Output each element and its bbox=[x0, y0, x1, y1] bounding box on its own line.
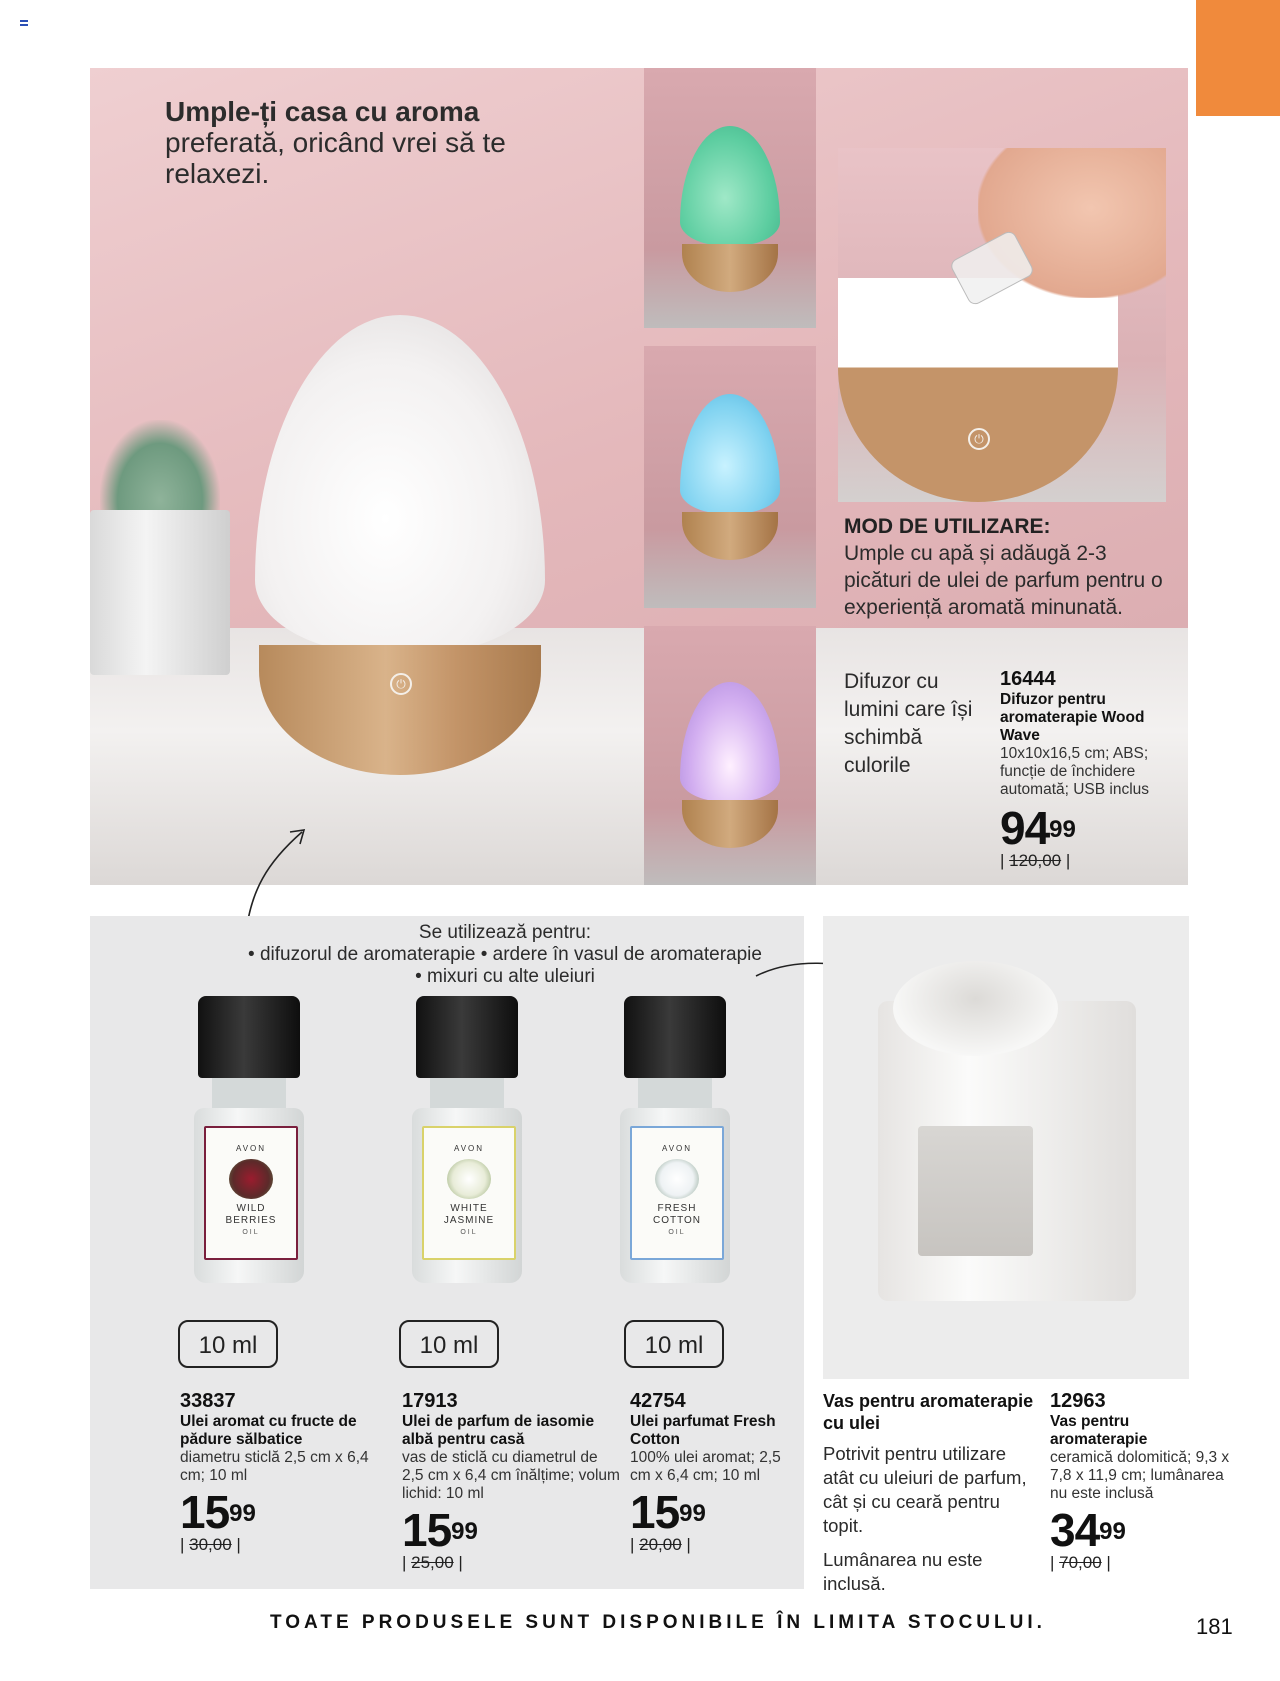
bottle-neck bbox=[430, 1078, 504, 1108]
oil-product-info bbox=[630, 1390, 790, 1555]
volume-badge: 10 ml bbox=[624, 1320, 724, 1368]
marble-pot bbox=[90, 510, 230, 675]
diffuser-green-base bbox=[682, 244, 778, 292]
price-decimals: 99 bbox=[679, 1500, 706, 1527]
power-icon: ⏻ bbox=[390, 673, 412, 695]
label-brand: AVON bbox=[453, 1144, 485, 1153]
usage-line-1: • difuzorul de aromaterapie • ardere în vasul de aromaterapie bbox=[248, 944, 762, 965]
old-price: | 120,00 | bbox=[1000, 851, 1071, 870]
cotton-illustration-icon bbox=[655, 1159, 699, 1199]
price-integer: 34 bbox=[1050, 1504, 1100, 1556]
bottle-white-jasmine bbox=[412, 996, 522, 1296]
label-sub: OIL bbox=[242, 1229, 260, 1236]
usage-title: Se utilizează pentru: bbox=[418, 922, 592, 943]
label-name-2: JASMINE bbox=[443, 1215, 495, 1226]
burner-photo bbox=[823, 916, 1189, 1379]
headline-rest: preferată, oricând vrei să te relaxezi. bbox=[165, 127, 506, 189]
section-tab bbox=[1196, 0, 1280, 116]
stock-disclaimer: TOATE PRODUSELE SUNT DISPONIBILE ÎN LIMITA STOCULUI. bbox=[270, 1612, 1046, 1633]
product-desc: diametru sticlă 2,5 cm x 6,4 cm; 10 ml bbox=[180, 1449, 369, 1484]
burner-title: Vas pentru aromaterapie cu ulei bbox=[823, 1391, 1034, 1433]
product-price bbox=[402, 1504, 622, 1556]
oil-product-info bbox=[180, 1390, 380, 1555]
burner-description bbox=[823, 1390, 1035, 1596]
bottle-wild-berries bbox=[194, 996, 304, 1296]
oil-product-info bbox=[402, 1390, 622, 1573]
diffuser-cover bbox=[255, 315, 545, 655]
diffuser-image-white bbox=[255, 315, 545, 795]
burner-candle-opening bbox=[918, 1126, 1033, 1256]
bottle-cap bbox=[624, 996, 726, 1078]
product-price bbox=[180, 1486, 380, 1538]
diffuser-blue-cover bbox=[680, 394, 780, 514]
diffuser-purple-cover bbox=[680, 682, 780, 802]
old-price-value: 70,00 bbox=[1059, 1553, 1102, 1572]
label-brand: AVON bbox=[661, 1144, 693, 1153]
old-price-value: 30,00 bbox=[189, 1535, 232, 1554]
product-desc: ceramică dolomitică; 9,3 x 7,8 x 11,9 cm; lumânarea nu este inclusă bbox=[1050, 1449, 1230, 1502]
label-name-2: COTTON bbox=[652, 1215, 702, 1226]
price-integer: 15 bbox=[402, 1504, 452, 1556]
usage-list bbox=[200, 922, 810, 988]
product-price bbox=[1050, 1504, 1230, 1556]
bottle-neck bbox=[638, 1078, 712, 1108]
usage-line-2: • mixuri cu alte uleiuri bbox=[415, 966, 595, 987]
filling-diffuser-photo bbox=[838, 148, 1166, 502]
product-desc: vas de sticlă cu diametrul de 2,5 cm x 6,4 cm înălțime; volum lichid: 10 ml bbox=[402, 1449, 620, 1502]
headline-bold: Umple-ți casa cu aroma bbox=[165, 96, 480, 127]
old-price: | 25,00 | bbox=[402, 1553, 463, 1572]
bottle-fresh-cotton bbox=[620, 996, 730, 1296]
diffuser-wood-base bbox=[259, 645, 541, 775]
label-brand: AVON bbox=[235, 1144, 267, 1153]
label-name-1: FRESH bbox=[657, 1203, 697, 1214]
old-price-value: 120,00 bbox=[1009, 851, 1062, 870]
product-code: 33837 bbox=[180, 1390, 236, 1412]
volume-badge: 10 ml bbox=[399, 1320, 499, 1368]
diffuser-open-reservoir bbox=[838, 278, 1118, 502]
volume-badge: 10 ml bbox=[178, 1320, 278, 1368]
product-code: 42754 bbox=[630, 1390, 686, 1412]
diffuser-green-photo bbox=[644, 68, 816, 328]
burner-bowl bbox=[893, 961, 1058, 1056]
plant-pot-image bbox=[90, 420, 230, 675]
product-price bbox=[1000, 802, 1185, 854]
bottle-cap bbox=[416, 996, 518, 1078]
usage-mode-body: Umple cu apă și adăugă 2-3 picături de ulei de parfum pentru o experiență aromată minunată. bbox=[844, 542, 1163, 619]
product-desc: 100% ulei aromat; 2,5 cm x 6,4 cm; 10 ml bbox=[630, 1449, 781, 1484]
power-icon: ⏻ bbox=[968, 428, 990, 450]
label-name-2: BERRIES bbox=[225, 1215, 277, 1226]
price-decimals: 99 bbox=[229, 1500, 256, 1527]
jasmine-illustration-icon bbox=[447, 1159, 491, 1199]
old-price-value: 25,00 bbox=[411, 1553, 454, 1572]
product-code: 12963 bbox=[1050, 1390, 1106, 1412]
product-price bbox=[630, 1486, 790, 1538]
bottle-label bbox=[422, 1126, 516, 1260]
page-number: 181 bbox=[1196, 1614, 1233, 1639]
usage-mode-title: MOD DE UTILIZARE: bbox=[844, 515, 1051, 538]
label-name-1: WHITE bbox=[450, 1203, 488, 1214]
price-decimals: 99 bbox=[1049, 816, 1076, 843]
price-decimals: 99 bbox=[451, 1518, 478, 1545]
succulent-leaves bbox=[100, 420, 220, 520]
bottle-neck bbox=[212, 1078, 286, 1108]
burner-body: Potrivit pentru utilizare atât cu uleiuri de parfum, cât și cu ceară pentru topit. bbox=[823, 1443, 1027, 1536]
product-name: Difuzor pentru aromaterapie Wood Wave bbox=[1000, 691, 1145, 744]
diffuser-blue-photo bbox=[644, 346, 816, 608]
price-integer: 94 bbox=[1000, 802, 1050, 854]
old-price-value: 20,00 bbox=[639, 1535, 682, 1554]
product-name: Vas pentru aromaterapie bbox=[1050, 1413, 1148, 1448]
berries-illustration-icon bbox=[229, 1159, 273, 1199]
hero-headline bbox=[165, 96, 605, 189]
diffuser-product-info bbox=[1000, 668, 1185, 871]
bottle-cap bbox=[198, 996, 300, 1078]
label-name-1: WILD bbox=[236, 1203, 266, 1214]
product-name: Ulei aromat cu fructe de pădure sălbatice bbox=[180, 1413, 357, 1448]
label-sub: OIL bbox=[668, 1229, 686, 1236]
diffuser-lights-note: Difuzor cu lumini care își schimbă culorile bbox=[844, 670, 973, 777]
bottle-label bbox=[630, 1126, 724, 1260]
old-price: | 70,00 | bbox=[1050, 1553, 1111, 1572]
product-name: Ulei de parfum de iasomie albă pentru casă bbox=[402, 1413, 595, 1448]
diffuser-purple-base bbox=[682, 800, 778, 848]
flag-mark bbox=[20, 20, 28, 26]
product-code: 17913 bbox=[402, 1390, 458, 1412]
price-integer: 15 bbox=[630, 1486, 680, 1538]
old-price: | 30,00 | bbox=[180, 1535, 241, 1554]
label-sub: OIL bbox=[460, 1229, 478, 1236]
price-decimals: 99 bbox=[1099, 1518, 1126, 1545]
product-desc: 10x10x16,5 cm; ABS; funcție de închidere automată; USB inclus bbox=[1000, 745, 1150, 798]
price-integer: 15 bbox=[180, 1486, 230, 1538]
old-price: | 20,00 | bbox=[630, 1535, 691, 1554]
diffuser-blue-base bbox=[682, 512, 778, 560]
diffuser-purple-photo bbox=[644, 626, 816, 885]
burner-product-info bbox=[1050, 1390, 1230, 1573]
product-code: 16444 bbox=[1000, 668, 1056, 690]
product-name: Ulei parfumat Fresh Cotton bbox=[630, 1413, 776, 1448]
bottle-label bbox=[204, 1126, 298, 1260]
burner-note: Lumânarea nu este inclusă. bbox=[823, 1549, 983, 1594]
diffuser-green-cover bbox=[680, 126, 780, 246]
